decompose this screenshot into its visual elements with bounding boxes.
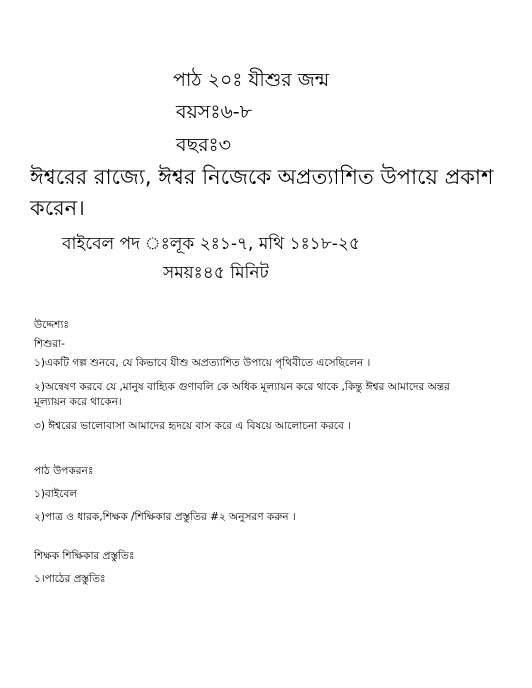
materials-heading: পাঠ উপকরনঃ bbox=[34, 465, 94, 477]
lesson-duration: সময়ঃ৪৫ মিনিট bbox=[163, 263, 269, 283]
material-item: ১)বাইবেল bbox=[34, 488, 78, 500]
objective-item: ১)একটি গল্প শুনবে, যে কিভাবে যীশু অপ্রত্যাশিত উপায়ে পৃথিবীতে এসেছিলেন । bbox=[34, 357, 371, 369]
material-item: ২)পাত্র ও ধারক,শিক্ষক /শিক্ষিকার প্রস্তুতির #২ অনুসরণ করুন । bbox=[34, 511, 296, 523]
lesson-title: পাঠ ২০ঃ যীশুর জন্ম bbox=[173, 69, 330, 91]
age-range: বয়সঃ৬-৮ bbox=[176, 101, 252, 123]
teacher-prep-heading: শিক্ষক শিক্ষিকার প্রস্তুতিঃ bbox=[34, 550, 135, 562]
objectives-subheading: শিশুরা- bbox=[34, 338, 65, 350]
objective-item: ২)অন্বেষণ করবে যে ,মানুষ বাহ্যিক গুণাবলি কে অধিক মূল্যায়ন করে থাকে ,কিন্তু ঈশ্বর আমাদের অন্তর মূল্যায়ন করে থাকেন। bbox=[34, 381, 450, 408]
lesson-theme: ঈশ্বরের রাজ্যে, ঈশ্বর নিজেকে অপ্রত্যাশিত উপায়ে প্রকাশ করেন। bbox=[30, 165, 494, 220]
year-level: বছরঃ৩ bbox=[176, 134, 232, 156]
teacher-prep-item: ১।পাঠের প্রস্তুতিঃ bbox=[34, 573, 106, 585]
objective-item: ৩) ঈশ্বরের ভালোবাসা আমাদের হৃদয়ে বাস করে এ বিষয়ে আলোচনা করবে । bbox=[34, 420, 351, 432]
objectives-heading: উদ্দেশ্যঃ bbox=[34, 319, 70, 331]
bible-passage: বাইবেল পদ ঃলূক ২ঃ১-৭, মথি ১ঃ১৮-২৫ bbox=[62, 234, 360, 254]
